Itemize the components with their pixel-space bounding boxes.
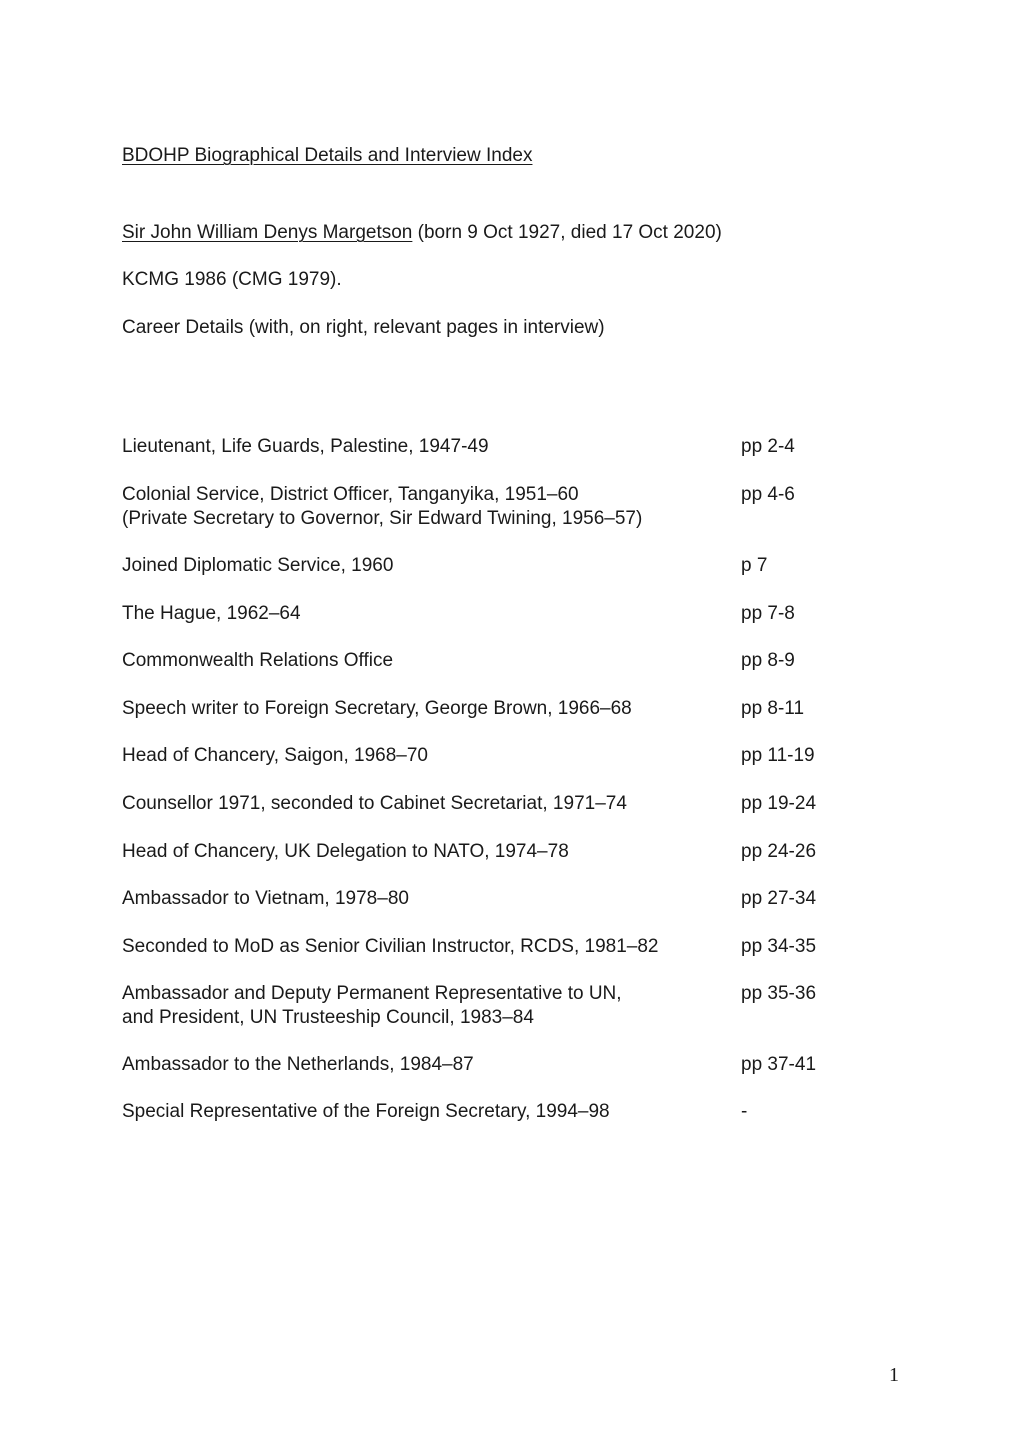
career-entry-pages: pp 37-41 xyxy=(741,1054,817,1075)
career-entry-line: Ambassador to the Netherlands, 1984–87 xyxy=(122,1054,474,1075)
career-entry-pages: pp 19-24 xyxy=(741,793,817,814)
career-entry-description xyxy=(122,649,393,673)
career-entry-description xyxy=(122,602,301,626)
career-entry-pages: pp 8-11 xyxy=(741,698,805,719)
career-entry-line: Counsellor 1971, seconded to Cabinet Secretariat, 1971–74 xyxy=(122,793,627,814)
career-entry-pages: pp 24-26 xyxy=(741,841,817,862)
career-entry-line: Lieutenant, Life Guards, Palestine, 1947-49 xyxy=(122,436,489,457)
career-entry-pages: pp 11-19 xyxy=(741,745,815,766)
career-entry-description xyxy=(122,1053,474,1077)
career-entry-line: The Hague, 1962–64 xyxy=(122,603,301,624)
career-entry-pages: pp 2-4 xyxy=(741,436,795,457)
career-entry-line: Joined Diplomatic Service, 1960 xyxy=(122,555,394,576)
career-entry-line: Commonwealth Relations Office xyxy=(122,650,394,671)
career-entry-description xyxy=(122,1100,610,1124)
career-entry-line: Head of Chancery, Saigon, 1968–70 xyxy=(122,745,428,766)
career-entry-pages: - xyxy=(741,1101,748,1122)
career-entry-description xyxy=(122,697,632,721)
career-entry-description xyxy=(122,744,428,768)
career-entry-line: and President, UN Trusteeship Council, 1983–84 xyxy=(122,1007,534,1028)
subject-dates: (born 9 Oct 1927, died 17 Oct 2020) xyxy=(412,222,722,243)
career-heading: Career Details (with, on right, relevant pages in interview) xyxy=(122,317,605,338)
career-entry-line: (Private Secretary to Governor, Sir Edward Twining, 1956–57) xyxy=(122,508,643,529)
career-entry-description xyxy=(122,935,659,959)
career-entry-line: Seconded to MoD as Senior Civilian Instructor, RCDS, 1981–82 xyxy=(122,936,659,957)
career-entry-description xyxy=(122,792,627,816)
career-entry-description xyxy=(122,483,642,531)
career-entry-pages: pp 34-35 xyxy=(741,936,817,957)
career-entry-pages: pp 8-9 xyxy=(741,650,795,671)
honours-line: KCMG 1986 (CMG 1979). xyxy=(122,269,342,290)
career-entry-pages: pp 7-8 xyxy=(741,603,795,624)
subject-line xyxy=(122,221,722,245)
career-entry-pages: p 7 xyxy=(741,555,768,576)
career-entry-pages: pp 35-36 xyxy=(741,983,817,1004)
career-entry-description xyxy=(122,554,393,578)
page-number: 1 xyxy=(889,1364,899,1386)
career-entry-description xyxy=(122,982,622,1030)
career-entry-line: Ambassador to Vietnam, 1978–80 xyxy=(122,888,409,909)
subject-name: Sir John William Denys Margetson xyxy=(122,222,413,243)
career-entry-line: Ambassador and Deputy Permanent Representative to UN, xyxy=(122,983,622,1004)
career-entry-line: Special Representative of the Foreign Secretary, 1994–98 xyxy=(122,1101,610,1122)
document-title: BDOHP Biographical Details and Interview Index xyxy=(122,145,533,166)
career-entry-line: Speech writer to Foreign Secretary, George Brown, 1966–68 xyxy=(122,698,632,719)
career-entry-line: Head of Chancery, UK Delegation to NATO, 1974–78 xyxy=(122,841,569,862)
career-entry-description xyxy=(122,435,489,459)
career-entry-description xyxy=(122,840,569,864)
career-entry-pages: pp 4-6 xyxy=(741,484,795,505)
career-entry-pages: pp 27-34 xyxy=(741,888,817,909)
career-entry-line: Colonial Service, District Officer, Tanganyika, 1951–60 xyxy=(122,484,579,505)
career-entry-description xyxy=(122,887,409,911)
